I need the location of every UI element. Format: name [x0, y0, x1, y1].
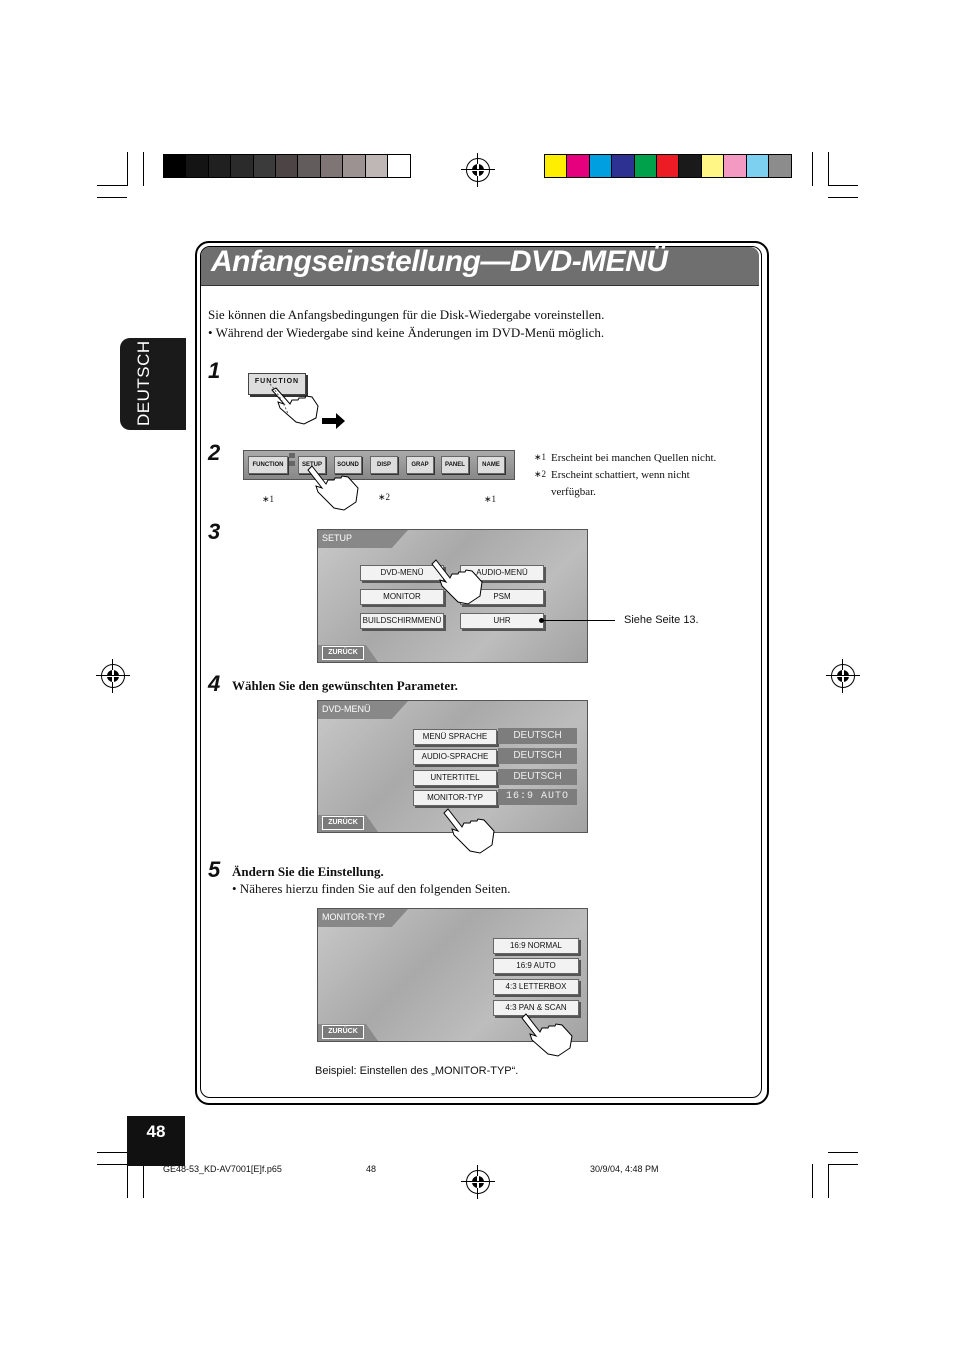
dvd-menu-screen-header: DVD-MENÜ [322, 704, 371, 714]
callout-line [541, 620, 615, 621]
language-label: DEUTSCH [134, 340, 153, 426]
menu-language-value: DEUTSCH [498, 728, 577, 744]
step-2-number: 2 [208, 440, 221, 465]
osd-menu-button[interactable]: BUILDSCHIRMMENÜ [360, 613, 444, 629]
menu-language-button[interactable]: MENÜ SPRACHE [413, 729, 497, 745]
step-1-number: 1 [208, 358, 221, 383]
note-1-mark: ∗1 [534, 452, 547, 462]
color-swatch [701, 154, 725, 178]
option-16-9-normal[interactable]: 16:9 NORMAL [493, 938, 579, 954]
step-5-text: Ändern Sie die Einstellung. [232, 864, 384, 879]
step-5-bullet: • Näheres hierzu finden Sie auf den folgenden Seiten. [232, 881, 511, 896]
color-swatch [723, 154, 747, 178]
pointing-hand-icon [306, 462, 364, 514]
audio-language-value: DEUTSCH [498, 748, 577, 764]
color-swatch [230, 154, 254, 178]
color-swatch [365, 154, 389, 178]
color-swatch [746, 154, 770, 178]
note-2b: verfügbar. [551, 486, 596, 498]
color-swatch [342, 154, 366, 178]
color-swatch [656, 154, 680, 178]
function-bar-grap-button[interactable]: GRAP [406, 456, 434, 474]
function-bar-setup-button[interactable]: SETUP [298, 456, 326, 474]
intro-bullet: • Während der Wiedergabe sind keine Änderungen im DVD-Menü möglich. [208, 325, 605, 340]
dvd-menu-button[interactable]: DVD-MENÜ [360, 565, 444, 581]
footer-file: GE48-53_KD-AV7001[E]f.p65 [163, 1164, 282, 1174]
step-4-text: Wählen Sie den gewünschten Parameter. [232, 678, 458, 693]
color-swatch [297, 154, 321, 178]
intro-text: Sie können die Anfangsbedingungen für die Disk-Wiedergabe voreinstellen. [208, 307, 605, 322]
color-swatch [275, 154, 299, 178]
color-swatch [611, 154, 635, 178]
audio-menu-button[interactable]: AUDIO-MENÜ [460, 565, 544, 581]
function-button-label: FUNCTION [254, 378, 300, 385]
audio-language-button[interactable]: AUDIO-SPRACHE [413, 749, 497, 765]
registration-mark-left [101, 664, 125, 688]
page-title: Anfangseinstellung—DVD-MENÜ [211, 245, 668, 278]
arrow-right-icon [322, 412, 346, 430]
footer-date: 30/9/04, 4:48 PM [590, 1164, 659, 1174]
step-3-number: 3 [208, 519, 221, 544]
language-tab [120, 338, 186, 430]
color-swatch [185, 154, 209, 178]
monitor-type-value: 16:9 AUTO [498, 789, 577, 805]
note-2: Erscheint schattiert, wenn nicht [551, 469, 690, 481]
function-bar-sound-button[interactable]: SOUND [334, 456, 362, 474]
color-swatch [320, 154, 344, 178]
back-button[interactable]: ZURÜCK [322, 646, 364, 660]
registration-mark-bottom [466, 1170, 490, 1194]
registration-mark-right [831, 664, 855, 688]
function-bar-function-button[interactable]: FUNCTION [248, 456, 288, 474]
monitor-button[interactable]: MONITOR [360, 589, 444, 605]
option-16-9-auto[interactable]: 16:9 AUTO [493, 958, 579, 974]
setup-callout: Siehe Seite 13. [624, 614, 699, 626]
note-1: Erscheint bei manchen Quellen nicht. [551, 452, 717, 464]
function-bar-panel-button[interactable]: PANEL [441, 456, 469, 474]
asterisk-1-name: ∗1 [484, 494, 497, 504]
clock-button[interactable]: UHR [460, 613, 544, 629]
function-bar-name-button[interactable]: NAME [477, 456, 505, 474]
setup-screen-header: SETUP [322, 533, 353, 543]
example-caption: Beispiel: Einstellen des „MONITOR-TYP“. [315, 1065, 519, 1077]
option-4-3-letterbox[interactable]: 4:3 LETTERBOX [493, 979, 579, 995]
pointing-hand-icon [268, 378, 330, 428]
color-swatch [163, 154, 187, 178]
bar-indicator [289, 461, 295, 466]
registration-mark-top [466, 158, 490, 182]
monitor-type-screen-header: MONITOR-TYP [322, 912, 385, 922]
option-4-3-pan-scan[interactable]: 4:3 PAN & SCAN [493, 1000, 579, 1016]
color-swatch [768, 154, 792, 178]
step-4-number: 4 [208, 671, 221, 696]
back-button[interactable]: ZURÜCK [322, 816, 364, 830]
subtitle-button[interactable]: UNTERTITEL [413, 770, 497, 786]
color-swatch [253, 154, 277, 178]
color-swatch [208, 154, 232, 178]
color-swatch [387, 154, 411, 178]
page-number: 48 [146, 1122, 166, 1141]
monitor-type-button[interactable]: MONITOR-TYP [413, 790, 497, 806]
page-number-box [127, 1116, 185, 1166]
psm-button[interactable]: PSM [460, 589, 544, 605]
footer-page: 48 [366, 1164, 377, 1174]
function-bar-disp-button[interactable]: DISP [370, 456, 398, 474]
back-button[interactable]: ZURÜCK [322, 1025, 364, 1039]
note-2-mark: ∗2 [534, 469, 547, 479]
color-swatch [589, 154, 613, 178]
asterisk-2-disp: ∗2 [378, 492, 391, 502]
pointing-hand-icon [520, 1012, 576, 1060]
step-5-number: 5 [208, 857, 221, 882]
color-swatch [678, 154, 702, 178]
subtitle-value: DEUTSCH [498, 769, 577, 785]
bar-indicator [289, 453, 295, 458]
pointing-hand-icon [442, 805, 498, 859]
color-swatch [634, 154, 658, 178]
pointing-hand-icon [430, 556, 488, 608]
color-swatch [566, 154, 590, 178]
callout-dot [539, 618, 544, 623]
asterisk-1-function: ∗1 [262, 494, 275, 504]
color-swatch [544, 154, 568, 178]
